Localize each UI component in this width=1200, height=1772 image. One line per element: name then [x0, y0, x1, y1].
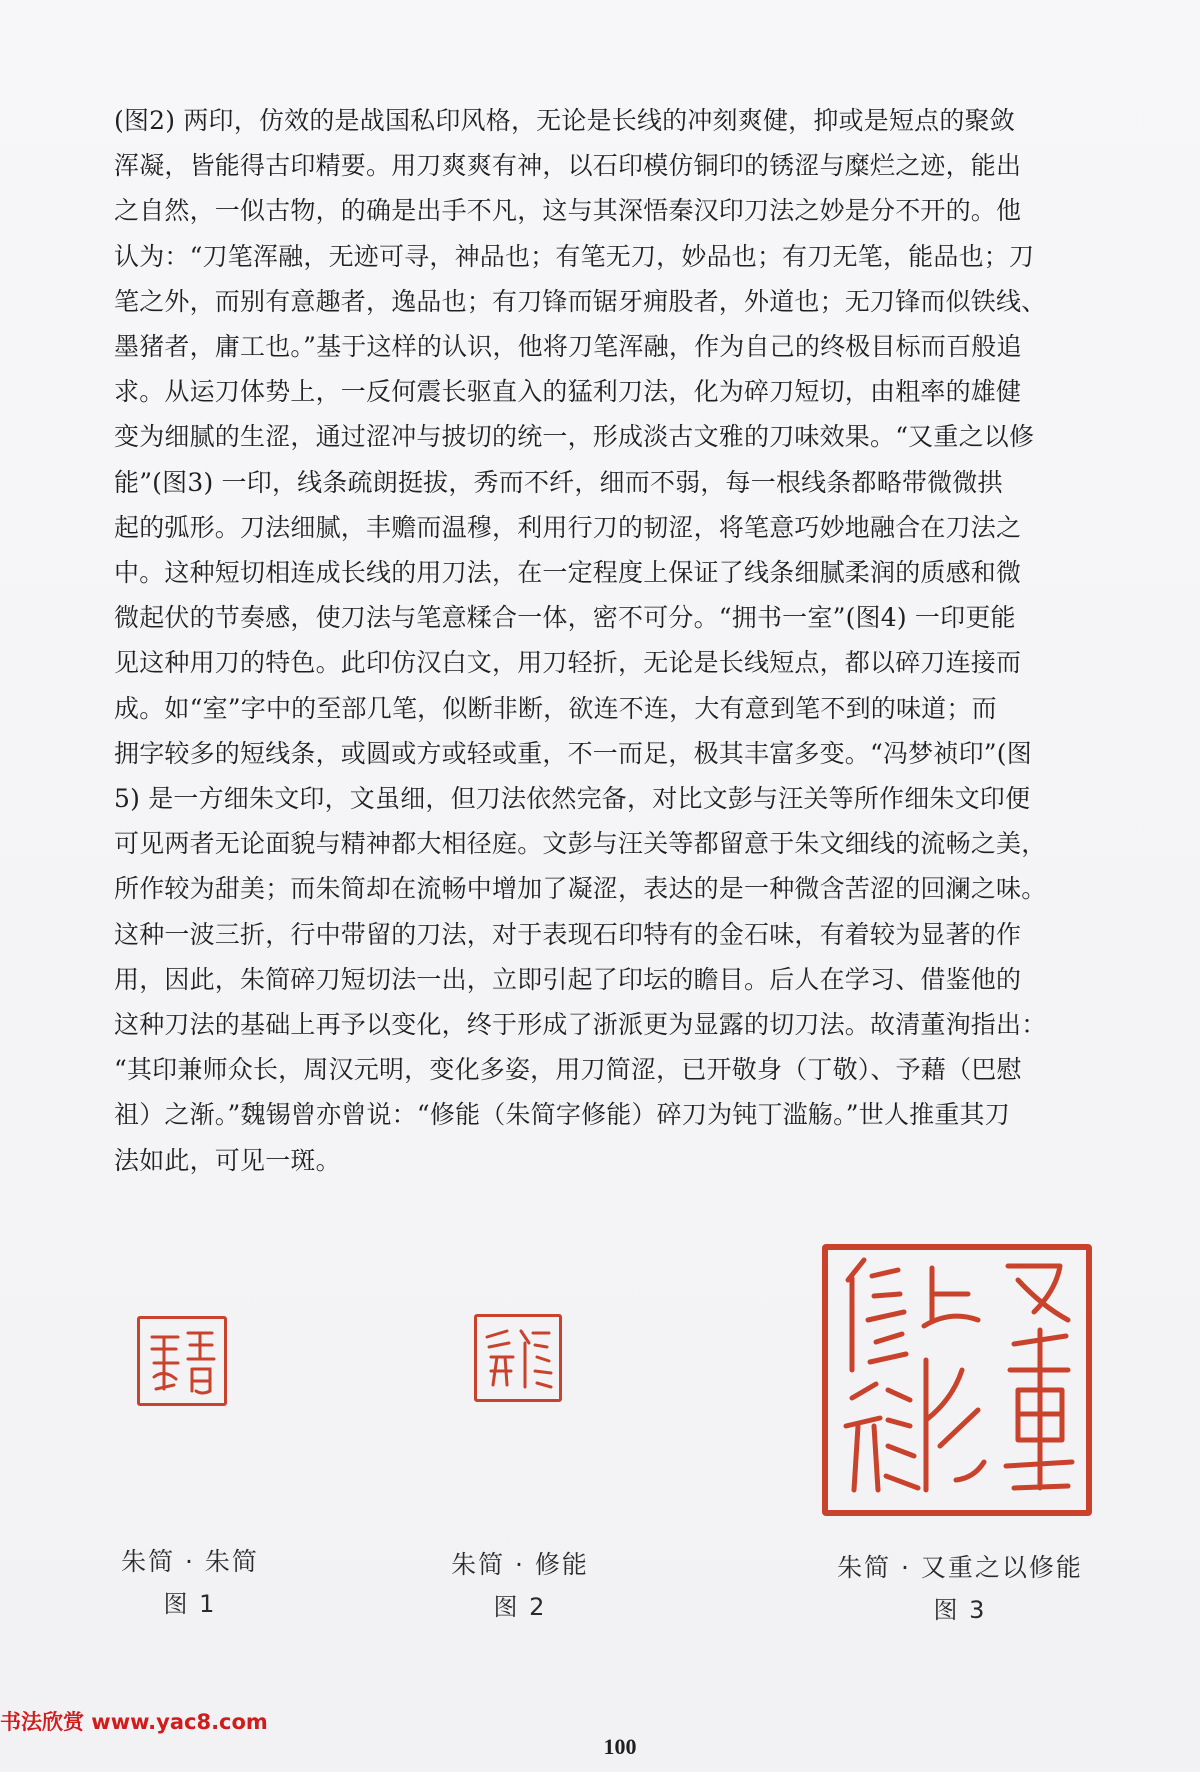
- figure-3-title: 朱简 · 又重之以修能: [837, 1553, 1083, 1582]
- text-line: 求。从运刀体势上，一反何震长驱直入的猛利刀法，化为碎刀短切，由粗率的雄健: [114, 377, 1022, 407]
- text-line: 墨猪者，庸工也。”基于这样的认识，他将刀笔浑融，作为自己的终极目标而百般追: [114, 332, 1022, 362]
- figure-1-caption: [100, 1542, 280, 1619]
- text-line: 用，因此，朱简碎刀短切法一出，立即引起了印坛的瞻目。后人在学习、借鉴他的: [114, 964, 1022, 994]
- text-line: 成。如“室”字中的至部几笔，似断非断，欲连不连，大有意到笔不到的味道；而: [114, 693, 997, 723]
- body-paragraph: [114, 98, 1124, 1183]
- text-line: 法如此，可见一斑。: [114, 1145, 341, 1175]
- text-line: 拥字较多的短线条，或圆或方或轻或重，不一而足，极其丰富多变。“冯梦祯印”(图: [114, 738, 1032, 768]
- text-line: 5) 是一方细朱文印，文虽细，但刀法依然完备，对比文彭与汪关等所作细朱文印便: [114, 784, 1031, 814]
- figure-2-label: 图 2: [493, 1593, 547, 1621]
- seal-glyph-art: [140, 1319, 224, 1403]
- text-line: 见这种用刀的特色。此印仿汉白文，用刀轻折，无论是长线短点，都以碎刀连接而: [114, 648, 1022, 678]
- text-line: 微起伏的节奏感，使刀法与笔意糅合一体，密不可分。“拥书一室”(图4) 一印更能: [114, 603, 1016, 633]
- text-line: 中。这种短切相连成长线的用刀法，在一定程度上保证了线条细腻柔润的质感和微: [114, 558, 1022, 588]
- text-line: 认为：“刀笔浑融，无迹可寻，神品也；有笔无刀，妙品也；有刀无笔，能品也；刀: [114, 241, 1035, 271]
- seal-image-youzhongzhiyixiuneng: [822, 1244, 1092, 1516]
- text-line: 笔之外，而别有意趣者，逸品也；有刀锋而锯牙痈股者，外道也；无刀锋而似铁线、: [114, 286, 1047, 316]
- text-line: “其印兼师众长，周汉元明，变化多姿，用刀简涩，已开敬身（丁敬）、予藉（巴慰: [114, 1055, 1022, 1085]
- text-line: 所作较为甜美；而朱简却在流畅中增加了凝涩，表达的是一种微含苦涩的回澜之味。: [114, 874, 1047, 904]
- text-line: 起的弧形。刀法细腻，丰赡而温穆，利用行刀的韧涩，将笔意巧妙地融合在刀法之: [114, 512, 1022, 542]
- text-line: 这种一波三折，行中带留的刀法，对于表现石印特有的金石味，有着较为显著的作: [114, 919, 1022, 949]
- figure-2-caption: [440, 1545, 600, 1622]
- seal-image-xiuneng: [474, 1314, 562, 1402]
- text-line: 可见两者无论面貌与精神都大相径庭。文彭与汪关等都留意于朱文细线的流畅之美，: [114, 829, 1047, 859]
- site-watermark: 书法欣赏 www.yac8.com: [0, 1710, 268, 1734]
- text-line: (图2) 两印，仿效的是战国私印风格，无论是长线的冲刻爽健，抑或是短点的聚敛: [114, 106, 1015, 135]
- text-line: 浑凝，皆能得古印精要。用刀爽爽有神，以石印模仿铜印的锈涩与糜烂之迹，能出: [114, 151, 1022, 181]
- figure-3-caption: [820, 1548, 1100, 1625]
- figure-2-title: 朱简 · 修能: [451, 1550, 589, 1579]
- text-line: 祖）之渐。”魏锡曾亦曾说：“修能（朱简字修能）碎刀为钝丁滥觞。”世人推重其刀: [114, 1100, 1010, 1130]
- figure-1-title: 朱简 · 朱简: [121, 1547, 259, 1576]
- text-line: 变为细腻的生涩，通过涩冲与披切的统一，形成淡古文雅的刀味效果。“又重之以修: [114, 422, 1035, 452]
- figure-3-label: 图 3: [933, 1596, 987, 1624]
- figure-1-label: 图 1: [163, 1590, 217, 1618]
- text-line: 之自然，一似古物，的确是出手不凡，这与其深悟秦汉印刀法之妙是分不开的。他: [114, 196, 1022, 226]
- text-line: 这种刀法的基础上再予以变化，终于形成了浙派更为显露的切刀法。故清董洵指出：: [114, 1010, 1047, 1040]
- seal-image-zhujian: [137, 1316, 227, 1406]
- seal-glyph-art: [477, 1317, 559, 1399]
- seal-glyph-art: [828, 1250, 1086, 1510]
- page-number: 100: [603, 1734, 637, 1759]
- text-line: 能”(图3) 一印，线条疏朗挺拔，秀而不纤，细而不弱，每一根线条都略带微微拱: [114, 467, 1003, 497]
